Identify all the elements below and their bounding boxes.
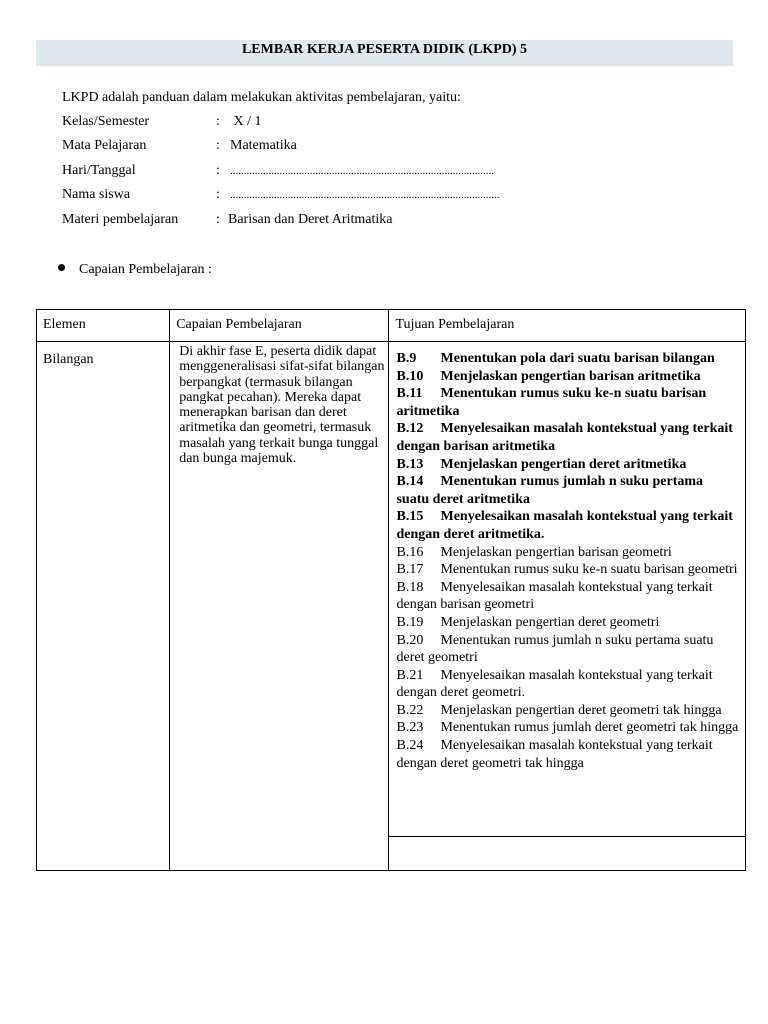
list-item <box>396 632 739 667</box>
tujuan-number: B.19 <box>396 614 424 630</box>
info-label: Hari/Tanggal <box>62 162 136 178</box>
elemen-cell: Bilangan <box>37 342 170 871</box>
capaian-cell: Di akhir fase E, peserta didik dapat menggeneralisasi sifat-sifat bilangan berpangkat (termasuk bilangan pangkat pecahan). Mereka dapat menerapkan barisan dan deret aritmetika dan geometri, termasuk masalah yang terkait bunga tunggal dan bunga majemuk. <box>170 342 389 871</box>
tujuan-number: B.12 <box>396 421 424 437</box>
tujuan-text: Menentukan pola dari suatu barisan bilangan <box>440 351 715 366</box>
tujuan-text: Menyelesaikan masalah kontekstual yang terkait dengan deret geometri. <box>396 667 713 701</box>
header-cell-elemen: Elemen <box>37 310 170 342</box>
info-label: Kelas/Semester <box>62 114 150 129</box>
info-colon: : <box>216 211 220 227</box>
list-item <box>396 614 739 632</box>
list-item <box>396 702 739 720</box>
tujuan-text: Menentukan rumus suku ke-n suatu barisan geometri <box>440 562 738 578</box>
tujuan-list <box>389 342 745 776</box>
info-value-blank[interactable]: .................................................................................................. <box>230 189 500 202</box>
bullet-dot-icon <box>58 264 65 271</box>
tujuan-text: Menentukan rumus jumlah n suku pertama suatu deret aritmetika <box>396 474 704 507</box>
tujuan-text: Menjelaskan pengertian barisan aritmetika <box>440 368 701 384</box>
tujuan-number: B.14 <box>396 474 424 490</box>
tujuan-cell <box>389 342 746 837</box>
info-value: Barisan dan Deret Aritmatika <box>228 211 393 227</box>
tujuan-number: B.23 <box>396 720 424 736</box>
bullet-text: Capaian Pembelajaran : <box>79 262 212 277</box>
info-value: X / 1 <box>230 114 262 129</box>
table-row <box>37 342 746 837</box>
tujuan-text: Menentukan rumus jumlah deret geometri tak hingga <box>440 720 739 736</box>
intro-text: LKPD adalah panduan dalam melakukan aktivitas pembelajaran, yaitu: <box>62 90 461 105</box>
list-item <box>396 561 739 579</box>
info-colon: : <box>216 138 220 154</box>
list-item <box>396 508 739 543</box>
tujuan-text: Menjelaskan pengertian deret geometri <box>440 614 660 630</box>
list-item <box>396 385 739 420</box>
tujuan-text: Menyelesaikan masalah kontekstual yang terkait dengan barisan geometri <box>396 579 713 613</box>
tujuan-text: Menentukan rumus jumlah n suku pertama suatu deret geometri <box>396 632 714 666</box>
info-value-blank[interactable]: ................................................................................................ <box>230 164 494 177</box>
info-colon: : <box>216 114 220 129</box>
header-cell-tujuan: Tujuan Pembelajaran <box>389 310 746 342</box>
list-item <box>396 544 739 562</box>
tujuan-number: B.16 <box>396 544 424 560</box>
tujuan-text: Menjelaskan pengertian barisan geometri <box>440 544 672 560</box>
info-label: Nama siswa <box>62 187 131 203</box>
empty-cell[interactable] <box>389 837 746 871</box>
info-colon: : <box>216 187 220 203</box>
tujuan-number: B.15 <box>396 509 424 525</box>
tujuan-number: B.18 <box>396 579 424 595</box>
learning-table <box>36 309 746 871</box>
list-item <box>396 667 739 702</box>
tujuan-number: B.24 <box>396 738 424 754</box>
info-label: Materi pembelajaran <box>62 211 179 227</box>
tujuan-text: Menyelesaikan masalah kontekstual yang terkait dengan deret aritmetika. <box>396 509 733 542</box>
list-item <box>396 368 739 386</box>
tujuan-number: B.13 <box>396 456 424 472</box>
info-label: Mata Pelajaran <box>62 138 147 154</box>
tujuan-number: B.22 <box>396 702 424 718</box>
tujuan-text: Menyelesaikan masalah kontekstual yang terkait dengan barisan aritmetika <box>396 421 733 454</box>
tujuan-number: B.17 <box>396 562 424 578</box>
tujuan-text: Menjelaskan pengertian deret geometri tak hingga <box>440 702 722 718</box>
list-item <box>396 737 739 772</box>
info-colon: : <box>216 162 220 178</box>
page-title: LEMBAR KERJA PESERTA DIDIK (LKPD) 5 <box>36 40 733 66</box>
tujuan-text: Menyelesaikan masalah kontekstual yang terkait dengan deret geometri tak hingga <box>396 738 713 771</box>
tujuan-number: B.20 <box>396 632 424 648</box>
list-item <box>396 350 739 368</box>
info-value: Matematika <box>230 138 297 154</box>
header-cell-capaian: Capaian Pembelajaran <box>170 310 389 342</box>
tujuan-number: B.21 <box>396 667 424 683</box>
tujuan-number: B.11 <box>396 386 423 402</box>
list-item <box>396 473 739 508</box>
table-header-row <box>37 310 746 342</box>
list-item <box>396 456 739 474</box>
tujuan-text: Menjelaskan pengertian deret aritmetika <box>440 456 687 472</box>
list-item <box>396 719 739 737</box>
list-item <box>396 420 739 455</box>
tujuan-number: B.9 <box>396 351 417 366</box>
tujuan-number: B.10 <box>396 368 424 384</box>
bullet-capaian <box>58 262 212 278</box>
list-item <box>396 579 739 614</box>
tujuan-text: Menentukan rumus suku ke-n suatu barisan aritmetika <box>396 386 707 419</box>
